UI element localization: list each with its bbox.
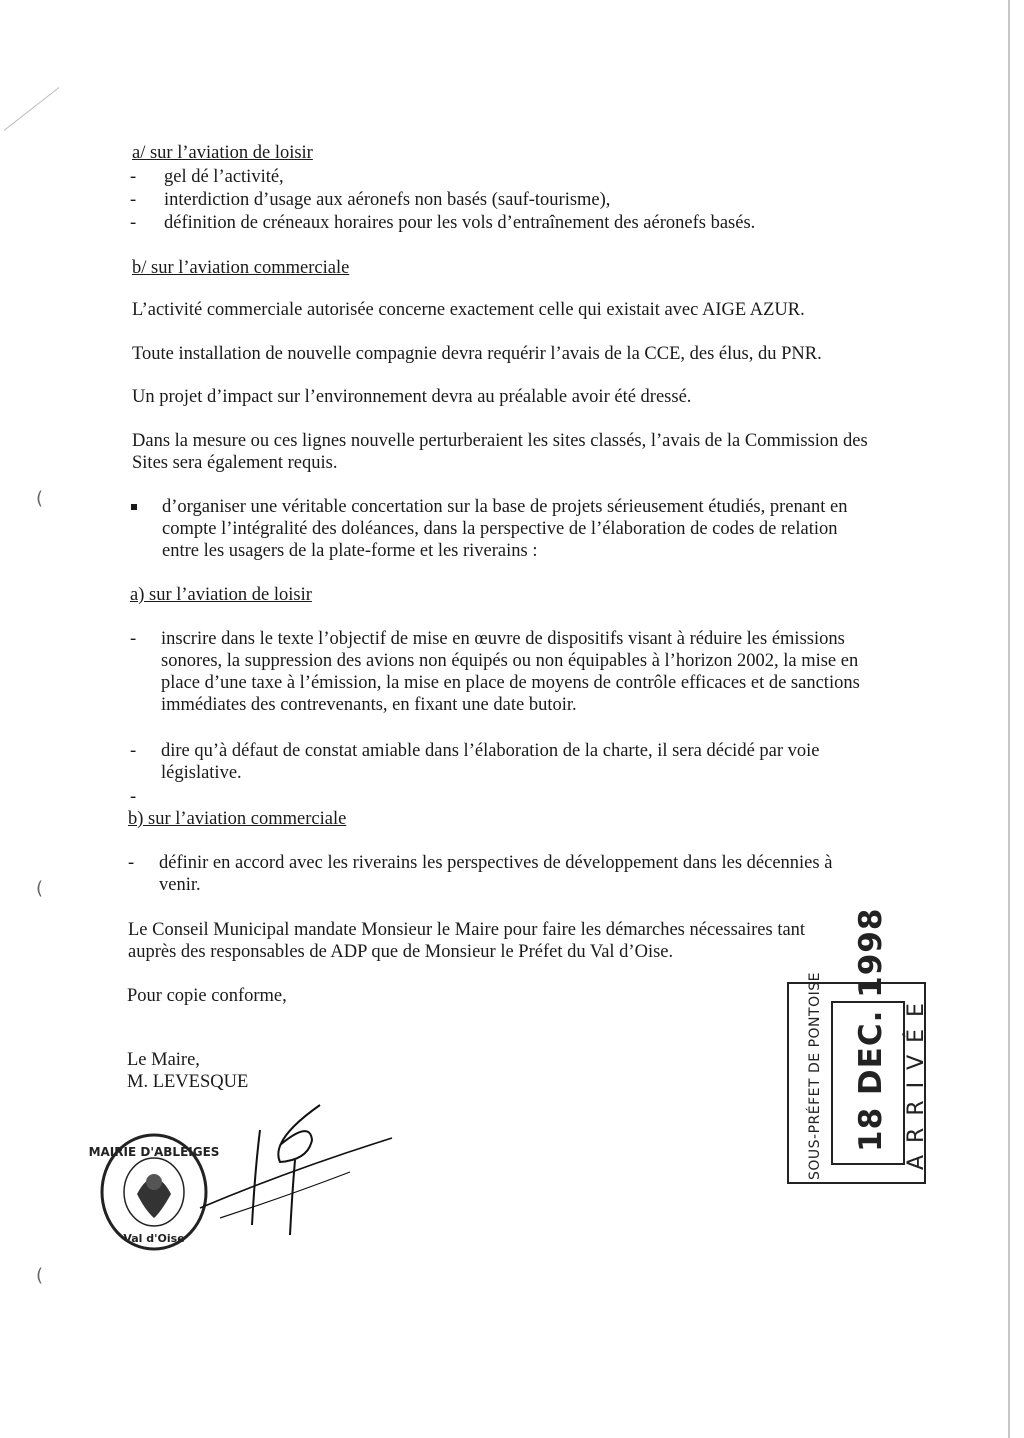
signatory-name: M. LEVESQUE [127,1072,249,1092]
dash: - [130,167,137,187]
list-item: gel dé l’activité, [164,167,284,187]
signatory-role: Le Maire, [127,1050,200,1070]
list-item: place d’une taxe à l’émission, la mise en place de moyens de contrôle efficaces et de sanctions [161,673,860,693]
list-item: définir en accord avec les riverains les perspectives de développement dans les décennies à [159,853,833,873]
page-edge [1008,0,1010,1438]
dash: - [130,787,137,807]
list-item: sonores, la suppression des avions non équipés ou non équipables à l’horizon 2002, la mise en [161,651,859,671]
dash: - [130,213,137,233]
bullet-text: entre les usagers de la plate-forme et les riverains : [162,541,538,561]
stamp-date: 18 DEC. 1998 [853,907,889,1152]
list-item: dire qu’à défaut de constat amiable dans l’élaboration de la charte, il sera décidé par voie [161,741,820,761]
svg-text:MAIRIE D'ABLEIGES: MAIRIE D'ABLEIGES [88,1145,220,1159]
binder-mark: ( [36,488,44,509]
section-heading: a/ sur l’aviation de loisir [132,143,313,163]
copie-conforme: Pour copie conforme, [127,986,287,1006]
list-item: définition de créneaux horaires pour les vols d’entraînement des aéronefs basés. [164,213,756,233]
paragraph: L’activité commerciale autorisée concerne exactement celle qui existait avec AIGE AZUR. [132,300,805,320]
dash: - [128,853,135,873]
mayor-signature [200,1100,400,1245]
mairie-seal [88,1132,220,1252]
list-item: immédiates des contrevenants, en fixant une date butoir. [161,695,577,715]
binder-mark: ( [36,878,44,899]
list-item: interdiction d’usage aux aéronefs non basés (sauf-tourisme), [164,190,611,210]
svg-text:Val d'Oise: Val d'Oise [123,1232,185,1245]
binder-mark: ( [36,1265,44,1286]
scan-artifact [4,87,60,131]
dash: - [130,741,137,761]
section-heading: a) sur l’aviation de loisir [130,585,312,605]
dash: - [130,629,137,649]
section-heading: b) sur l’aviation commerciale [128,809,347,829]
paragraph: Sites sera également requis. [132,453,338,473]
list-item: inscrire dans le texte l’objectif de mise en œuvre de dispositifs visant à réduire les émissions [161,629,845,649]
dash: - [130,190,137,210]
bullet-text: d’organiser une véritable concertation sur la base de projets sérieusement étudiés, prenant en [162,497,848,517]
stamp-authority: SOUS-PRÉFET DE PONTOISE [807,972,823,1180]
closing-text: auprès des responsables de ADP que de Monsieur le Préfet du Val d’Oise. [128,942,674,962]
closing-text: Le Conseil Municipal mandate Monsieur le Maire pour faire les démarches nécessaires tant [128,920,806,940]
paragraph: Dans la mesure ou ces lignes nouvelle perturberaient les sites classés, l’avais de la Commission des [132,431,868,451]
list-item: législative. [161,763,242,783]
paragraph: Un projet d’impact sur l’environnement devra au préalable avoir été dressé. [132,387,692,407]
section-heading: b/ sur l’aviation commerciale [132,258,350,278]
list-item: venir. [159,875,201,895]
bullet-text: compte l’intégralité des doléances, dans la perspective de l’élaboration de codes de relation [162,519,838,539]
bullet-marker [131,504,137,510]
stamp-status: ARRIVÉE [904,991,929,1170]
paragraph: Toute installation de nouvelle compagnie devra requérir l’avais de la CCE, des élus, du PNR. [132,344,822,364]
